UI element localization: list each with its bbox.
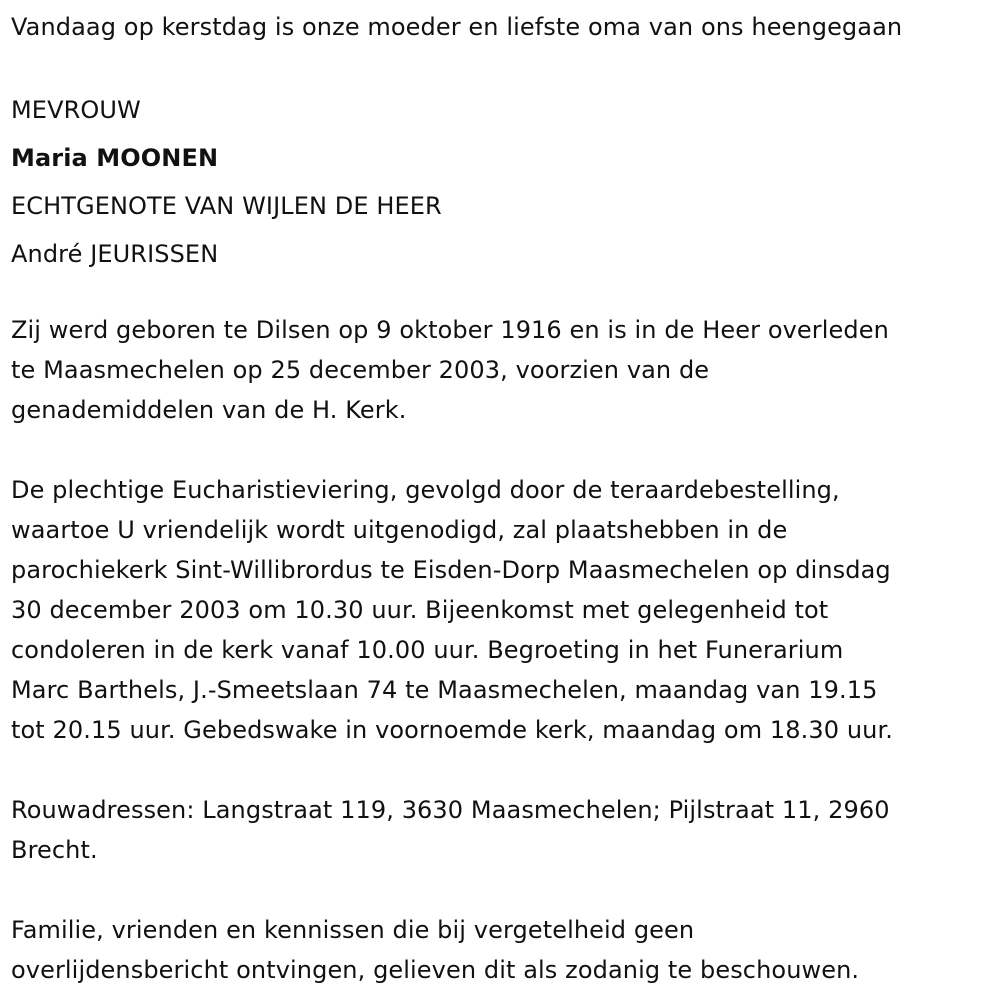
paragraph-line: Familie, vrienden en kennissen die bij vergetelheid geen: [11, 916, 695, 944]
paragraph-line: genademiddelen van de H. Kerk.: [11, 396, 407, 424]
paragraph-line: te Maasmechelen op 25 december 2003, voorzien van de: [11, 356, 710, 384]
birth-death-paragraph: [11, 310, 889, 430]
funeral-paragraph: [11, 470, 893, 750]
relation-line: ECHTGENOTE VAN WIJLEN DE HEER: [11, 192, 442, 220]
spouse-name: André JEURISSEN: [11, 240, 219, 268]
paragraph-line: Marc Barthels, J.-Smeetslaan 74 te Maasmechelen, maandag van 19.15: [11, 676, 878, 704]
paragraph-line: Brecht.: [11, 836, 98, 864]
closing-paragraph: [11, 910, 859, 990]
deceased-name: Maria MOONEN: [11, 144, 219, 172]
paragraph-line: Rouwadressen: Langstraat 119, 3630 Maasmechelen; Pijlstraat 11, 2960: [11, 796, 890, 824]
paragraph-line: parochiekerk Sint-Willibrordus te Eisden-Dorp Maasmechelen op dinsdag: [11, 556, 891, 584]
paragraph-line: tot 20.15 uur. Gebedswake in voornoemde kerk, maandag om 18.30 uur.: [11, 716, 893, 744]
opening-line: Vandaag op kerstdag is onze moeder en liefste oma van ons heengegaan: [11, 13, 903, 41]
addresses-paragraph: [11, 790, 890, 870]
paragraph-line: overlijdensbericht ontvingen, gelieven dit als zodanig te beschouwen.: [11, 956, 860, 984]
title-line: MEVROUW: [11, 96, 141, 124]
paragraph-line: 30 december 2003 om 10.30 uur. Bijeenkomst met gelegenheid tot: [11, 596, 829, 624]
paragraph-line: Zij werd geboren te Dilsen op 9 oktober 1916 en is in de Heer overleden: [11, 316, 889, 344]
paragraph-line: waartoe U vriendelijk wordt uitgenodigd, zal plaatshebben in de: [11, 516, 788, 544]
paragraph-line: De plechtige Eucharistieviering, gevolgd door de teraardebestelling,: [11, 476, 840, 504]
deceased-block: [11, 86, 442, 278]
paragraph-line: condoleren in de kerk vanaf 10.00 uur. Begroeting in het Funerarium: [11, 636, 844, 664]
